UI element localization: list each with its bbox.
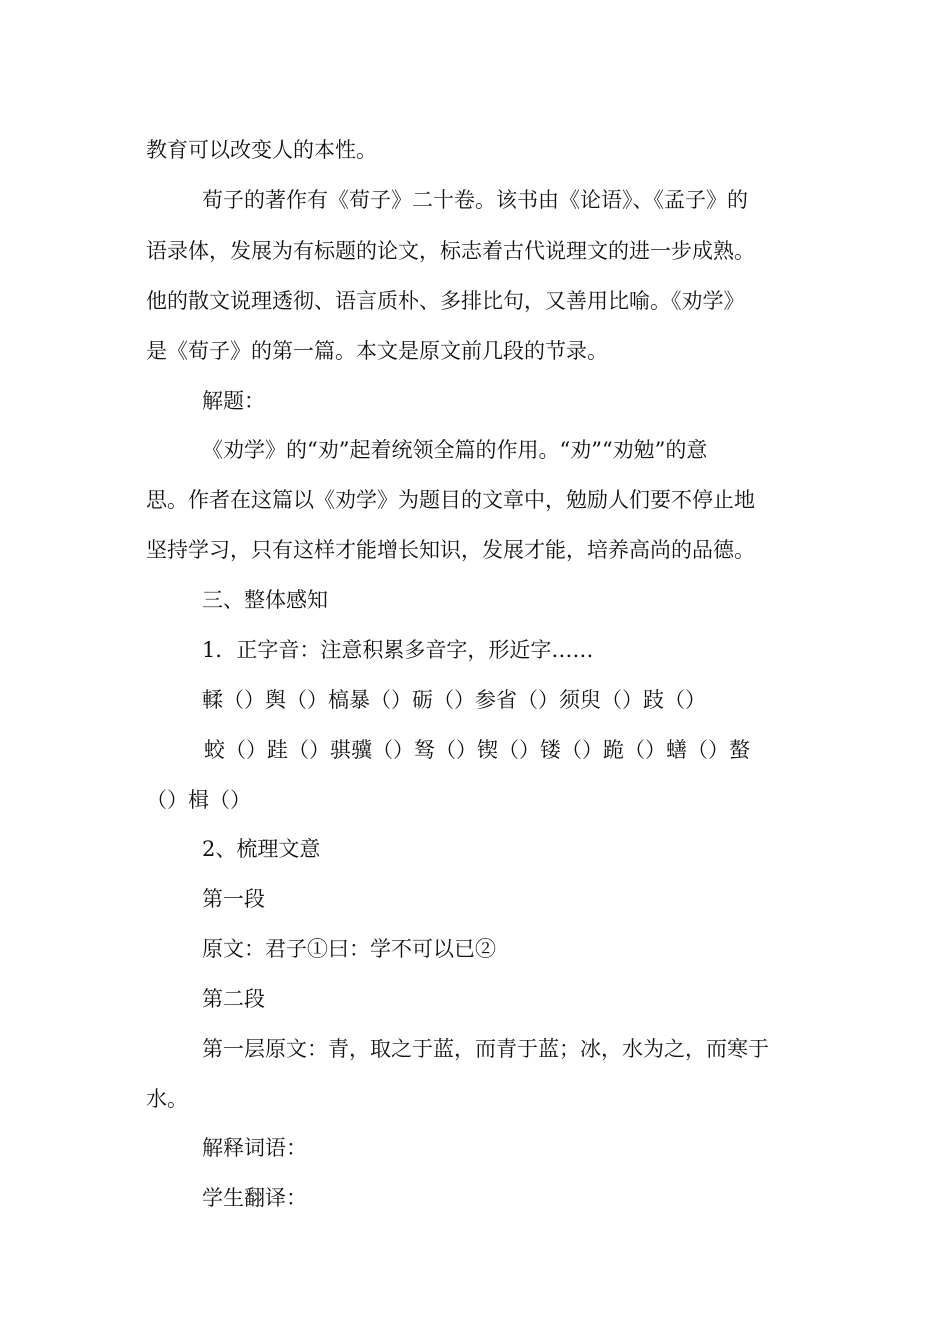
pronunciation-row: 輮（）舆（）槁暴（）砺（）参省（）须臾（）跂（） <box>202 688 706 712</box>
item-pronunciation: 1．正字音：注意积累多音字，形近字…… <box>202 638 594 662</box>
label-explain-words: 解释词语： <box>202 1136 307 1160</box>
heading-jieti: 解题： <box>202 389 265 413</box>
pronunciation-row: （）楫（） <box>146 788 251 812</box>
text-line: 水。 <box>146 1087 188 1111</box>
label-student-translation: 学生翻译： <box>202 1186 307 1210</box>
paragraph-quanxue-meaning: 《劝学》的“劝”起着统领全篇的作用。“劝”“劝勉”的意 <box>202 438 708 462</box>
original-text: 原文：君子①曰：学不可以已② <box>202 937 496 961</box>
paragraph-xunzi-works: 荀子的著作有《荀子》二十卷。该书由《论语》、《孟子》的 <box>202 188 748 212</box>
paragraph-label: 第二段 <box>202 987 265 1011</box>
pronunciation-row: 蛟（）跬（）骐骥（）驽（）锲（）镂（）跪（）蟮（）螯 <box>204 738 750 762</box>
item-sort-meaning: 2、梳理文意 <box>202 837 321 861</box>
paragraph-label: 第一段 <box>202 887 265 911</box>
text-line: 坚持学习，只有这样才能增长知识，发展才能，培养高尚的品德。 <box>146 538 755 562</box>
text-line: 教育可以改变人的本性。 <box>146 138 377 162</box>
text-line: 思。作者在这篇以《劝学》为题目的文章中，勉励人们要不停止地 <box>146 488 755 512</box>
text-line: 语录体，发展为有标题的论文，标志着古代说理文的进一步成熟。 <box>146 239 755 263</box>
original-text: 第一层原文：青，取之于蓝，而青于蓝；冰，水为之，而寒于 <box>202 1037 769 1061</box>
text-line: 他的散文说理透彻、语言质朴、多排比句，又善用比喻。《劝学》 <box>146 289 745 313</box>
section-heading-overall: 三、整体感知 <box>202 588 328 612</box>
text-line: 是《荀子》的第一篇。本文是原文前几段的节录。 <box>146 339 608 363</box>
